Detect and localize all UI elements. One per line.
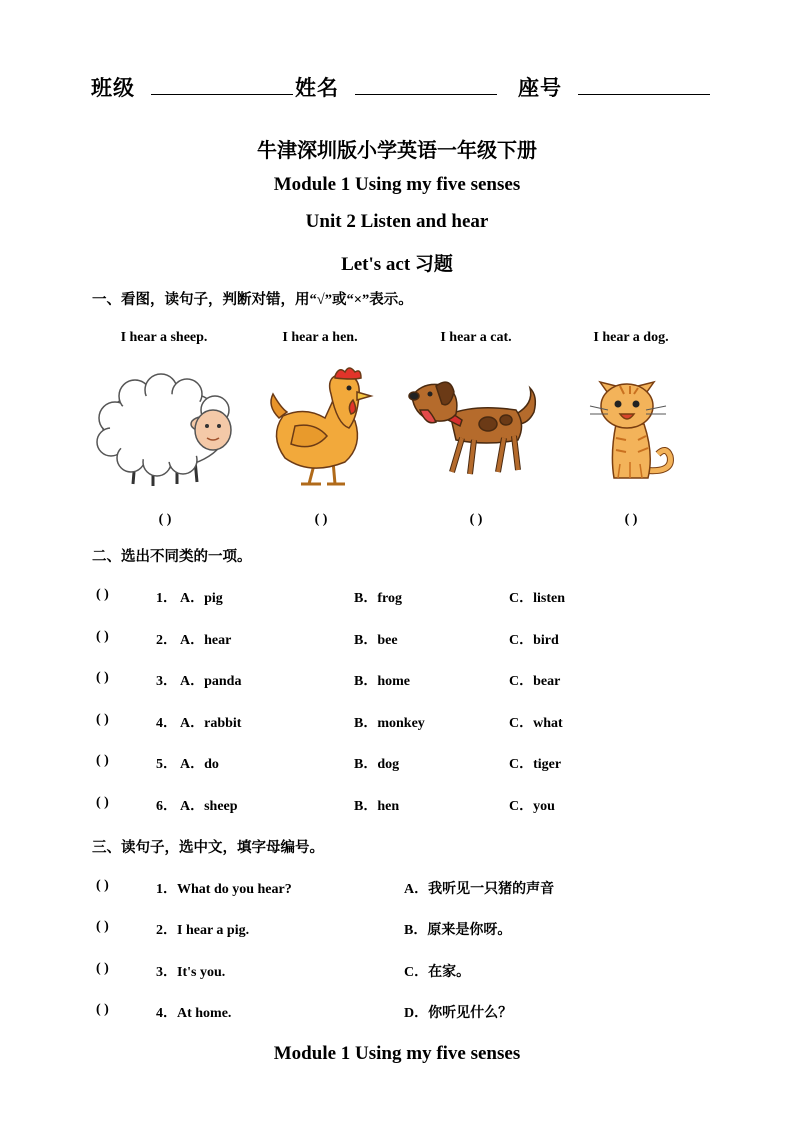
matching-row [0,919,794,943]
section3-instruction: 三、读句子，选中文，填字母编号。 [92,840,324,856]
question-row [0,670,794,694]
sheep-picture [95,372,245,490]
book-title: 牛津深圳版小学英语一年级下册 [257,140,537,162]
caption-4: I hear a dog. [593,330,669,345]
option-c: C．bear [509,674,561,689]
option-a: A．rabbit [180,716,242,731]
seat-blank[interactable] [578,76,710,95]
option-b: B．frog [354,591,402,606]
answer-blank[interactable]: ( ) [96,753,109,768]
answer-blank[interactable]: ( ) [96,919,109,934]
question-number: 1． [156,591,177,606]
question-row [0,753,794,777]
dog-picture [406,374,542,478]
question-number: 4． [156,716,177,731]
option-b: B．monkey [354,716,425,731]
answer-blank[interactable]: ( ) [96,629,109,644]
question-row [0,712,794,736]
chinese-option: A．我听见一只猪的声音 [404,882,555,897]
option-c: C．tiger [509,757,562,772]
sentence: 2．I hear a pig. [156,923,250,938]
caption-1: I hear a sheep. [120,330,208,345]
cat-picture [586,374,678,486]
answer-blank[interactable]: ( ) [96,587,109,602]
sentence: 1．What do you hear? [156,882,292,897]
option-a: A．hear [180,633,232,648]
sentence: 3．It's you. [156,965,226,980]
option-c: C．bird [509,633,559,648]
option-a: A．sheep [180,799,238,814]
question-row [0,587,794,611]
answer-blank[interactable]: ( ) [96,878,109,893]
option-c: C．what [509,716,563,731]
matching-row [0,961,794,985]
name-label: 姓名 [295,76,339,100]
question-number: 5． [156,757,177,772]
sentence: 4．At home. [156,1006,232,1021]
class-label: 班级 [91,76,135,100]
option-a: A．do [180,757,219,772]
answer-blank-4[interactable]: ( ) [624,512,638,527]
caption-2: I hear a hen. [282,330,358,345]
chinese-option: B．原来是你呀。 [404,923,512,938]
name-field [295,72,497,102]
answer-blank[interactable]: ( ) [96,670,109,685]
matching-row [0,1002,794,1026]
option-a: A．panda [180,674,242,689]
option-c: C．listen [509,591,565,606]
chinese-option: D．你听见什么？ [404,1006,513,1021]
option-b: B．hen [354,799,400,814]
answer-blank-3[interactable]: ( ) [469,512,483,527]
section1-instruction: 一、看图，读句子，判断对错，用“√”或“×”表示。 [92,292,413,308]
section2-instruction: 二、选出不同类的一项。 [92,549,252,565]
answer-blank[interactable]: ( ) [96,1002,109,1017]
option-b: B．home [354,674,410,689]
question-row [0,795,794,819]
unit-title: Unit 2 Listen and hear [305,211,489,232]
caption-3: I hear a cat. [440,330,512,345]
answer-blank[interactable]: ( ) [96,795,109,810]
option-a: A．pig [180,591,223,606]
question-number: 2． [156,633,177,648]
question-number: 6． [156,799,177,814]
question-row [0,629,794,653]
option-c: C．you [509,799,555,814]
class-blank[interactable] [151,76,293,95]
answer-blank-1[interactable]: ( ) [158,512,172,527]
matching-row [0,878,794,902]
option-b: B．dog [354,757,400,772]
answer-blank[interactable]: ( ) [96,961,109,976]
name-blank[interactable] [355,76,497,95]
class-field [91,72,293,102]
option-b: B．bee [354,633,398,648]
module-title: Module 1 Using my five senses [273,174,521,195]
answer-blank-2[interactable]: ( ) [314,512,328,527]
seat-label: 座号 [518,76,562,100]
chinese-option: C．在家。 [404,965,471,980]
hen-picture [265,366,375,491]
lesson-title: Let's act 习题 [341,254,453,275]
seat-field [518,72,710,102]
footer-module-title: Module 1 Using my five senses [273,1043,521,1064]
answer-blank[interactable]: ( ) [96,712,109,727]
question-number: 3． [156,674,177,689]
